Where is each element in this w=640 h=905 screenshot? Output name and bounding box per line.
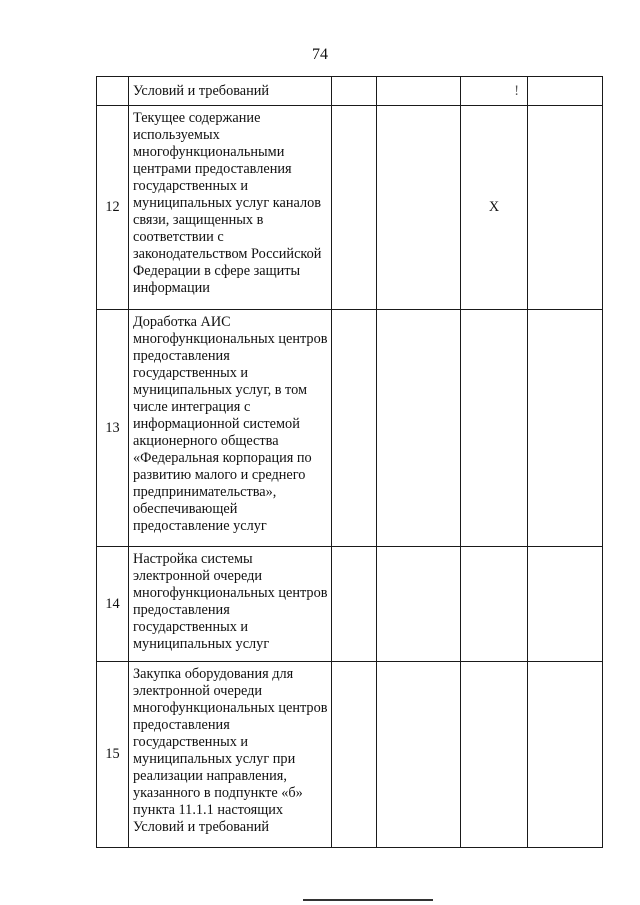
row-description: Закупка оборудования для электронной очереди многофункциональных центров предоставления государственных и муниципальных услуг при реализации направления, указанного в подпункте «б» пункта 11.1.1 настоящих Условий и требований xyxy=(129,662,332,848)
table-row xyxy=(97,662,603,848)
table-cell xyxy=(377,77,461,106)
table-row xyxy=(97,77,603,106)
row-mark xyxy=(461,547,528,662)
row-mark xyxy=(461,310,528,547)
table-row xyxy=(97,547,603,662)
table-cell xyxy=(332,547,377,662)
page-number: 74 xyxy=(312,46,328,63)
table-cell xyxy=(377,662,461,848)
table-cell xyxy=(528,662,603,848)
row-description: Настройка системы электронной очереди многофункциональных центров предоставления государственных и муниципальных услуг xyxy=(129,547,332,662)
table-cell xyxy=(528,310,603,547)
table-cell xyxy=(377,106,461,310)
table-row xyxy=(97,310,603,547)
table-cell xyxy=(332,106,377,310)
row-mark xyxy=(461,662,528,848)
row-description: Текущее содержание используемых многофункциональными центрами предоставления государственных и муниципальных услуг каналов связи, защищенных в соответствии с законодательством Российской Федерации в сфере защиты информации xyxy=(129,106,332,310)
scan-edge-line xyxy=(303,899,433,901)
row-number xyxy=(97,77,129,106)
row-number: 15 xyxy=(97,662,129,848)
document-table xyxy=(96,76,603,848)
table-cell xyxy=(528,106,603,310)
row-description: Доработка АИС многофункциональных центров предоставления государственных и муниципальных услуг, в том числе интеграция с информационной системой акционерного общества «Федеральная корпорация по развитию малого и среднего предпринимательства», обеспечивающей предоставление услуг xyxy=(129,310,332,547)
row-description: Условий и требований xyxy=(129,77,332,106)
row-number: 13 xyxy=(97,310,129,547)
table-cell xyxy=(377,547,461,662)
table-cell xyxy=(528,77,603,106)
table-cell xyxy=(377,310,461,547)
row-number: 12 xyxy=(97,106,129,310)
row-mark: Х xyxy=(461,106,528,310)
row-tick-mark: ! xyxy=(461,77,528,106)
table-cell xyxy=(332,77,377,106)
table-cell xyxy=(528,547,603,662)
row-number: 14 xyxy=(97,547,129,662)
table-row xyxy=(97,106,603,310)
table-cell xyxy=(332,310,377,547)
table-cell xyxy=(332,662,377,848)
